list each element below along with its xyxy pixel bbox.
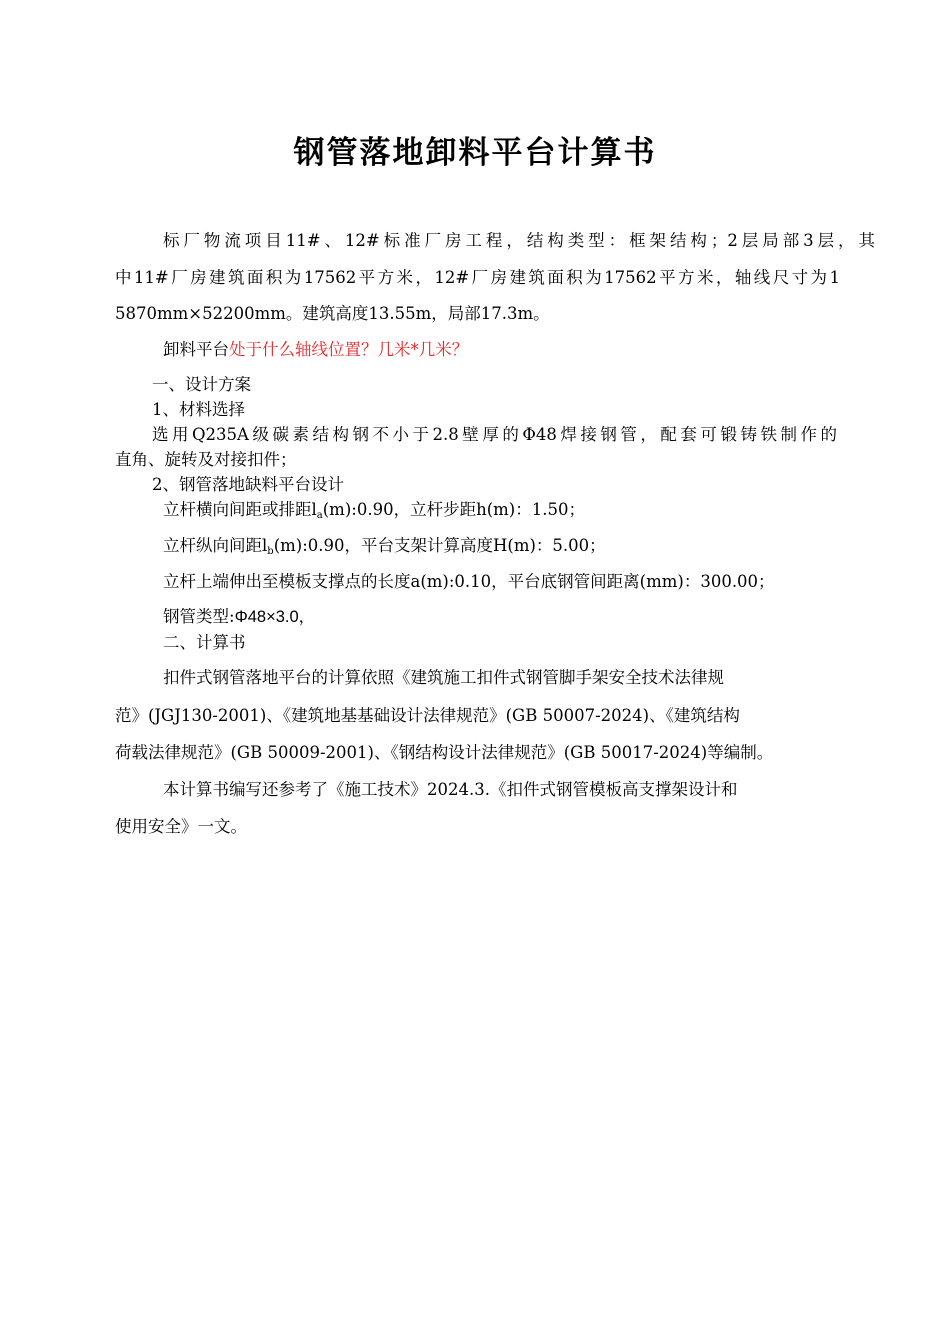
document-title: 钢管落地卸料平台计算书 (293, 135, 657, 171)
pipe-type-line (163, 604, 315, 630)
basis-line-1: 扣件式钢管落地平台的计算依照《建筑施工扣件式钢管脚手架安全技术法律规 (163, 668, 724, 687)
basis-line-2: 范》(JGJ130-2001)、《建筑地基基础设计法律规范》(GB 50007-2024)、《建筑结构 (115, 706, 740, 725)
param-line-1 (163, 497, 585, 523)
param2-subscript: b (267, 546, 274, 557)
pipe-type-value: Φ48×3.0， (234, 608, 316, 626)
param1-value: (m):0.90，立杆步距h(m)：1.50； (322, 500, 585, 519)
basis-line-3: 荷载法律规范》(GB 50009-2001)、《钢结构设计法律规范》(GB 50017-2024)等编制。 (115, 743, 774, 762)
param2-label: 立杆纵向间距l (163, 536, 268, 555)
param1-label: 立杆横向间距或排距l (163, 500, 317, 519)
param2-value: (m):0.90，平台支架计算高度H(m)：5.00； (273, 536, 606, 555)
param1-subscript: a (316, 510, 323, 521)
intro-line-1 (115, 228, 875, 254)
platform-design-heading: 2、钢管落地缺料平台设计 (152, 475, 344, 494)
platform-location-question: 处于什么轴线位置？几米*几米？ (229, 340, 469, 359)
section2-heading: 二、计算书 (163, 633, 246, 652)
material-line-2: 直角、旋转及对接扣件； (115, 450, 297, 469)
platform-location-line (163, 337, 468, 363)
pipe-type-label: 钢管类型: (163, 607, 235, 626)
section1-heading: 一、设计方案 (152, 375, 251, 394)
param-line-3: 立杆上端伸出至模板支撑点的长度a(m):0.10，平台底钢管间距离(mm)：300.00； (163, 572, 775, 591)
intro-text-1: 标厂物流项目11#、12#标准厂房工程，结构类型：框架结构；2层局部3层，其 (163, 231, 875, 250)
reference-line-2: 使用安全》一文。 (115, 817, 247, 836)
material-line-1: 选用Q235A级碳素结构钢不小于2.8壁厚的Φ48焊接钢管，配套可锻铸铁制作的 (152, 425, 837, 444)
platform-location-label: 卸料平台 (163, 340, 229, 359)
material-heading: 1、材料选择 (152, 400, 245, 419)
reference-line-1: 本计算书编写还参考了《施工技术》2024.3.《扣件式钢管模板高支撑架设计和 (163, 780, 738, 799)
intro-line-3: 5870mm×52200mm。建筑高度13.55m，局部17.3m。 (115, 304, 550, 323)
param-line-2 (163, 533, 606, 559)
intro-line-2: 中11#厂房建筑面积为17562平方米，12#厂房建筑面积为17562平方米，轴线尺寸为1 (115, 268, 840, 287)
